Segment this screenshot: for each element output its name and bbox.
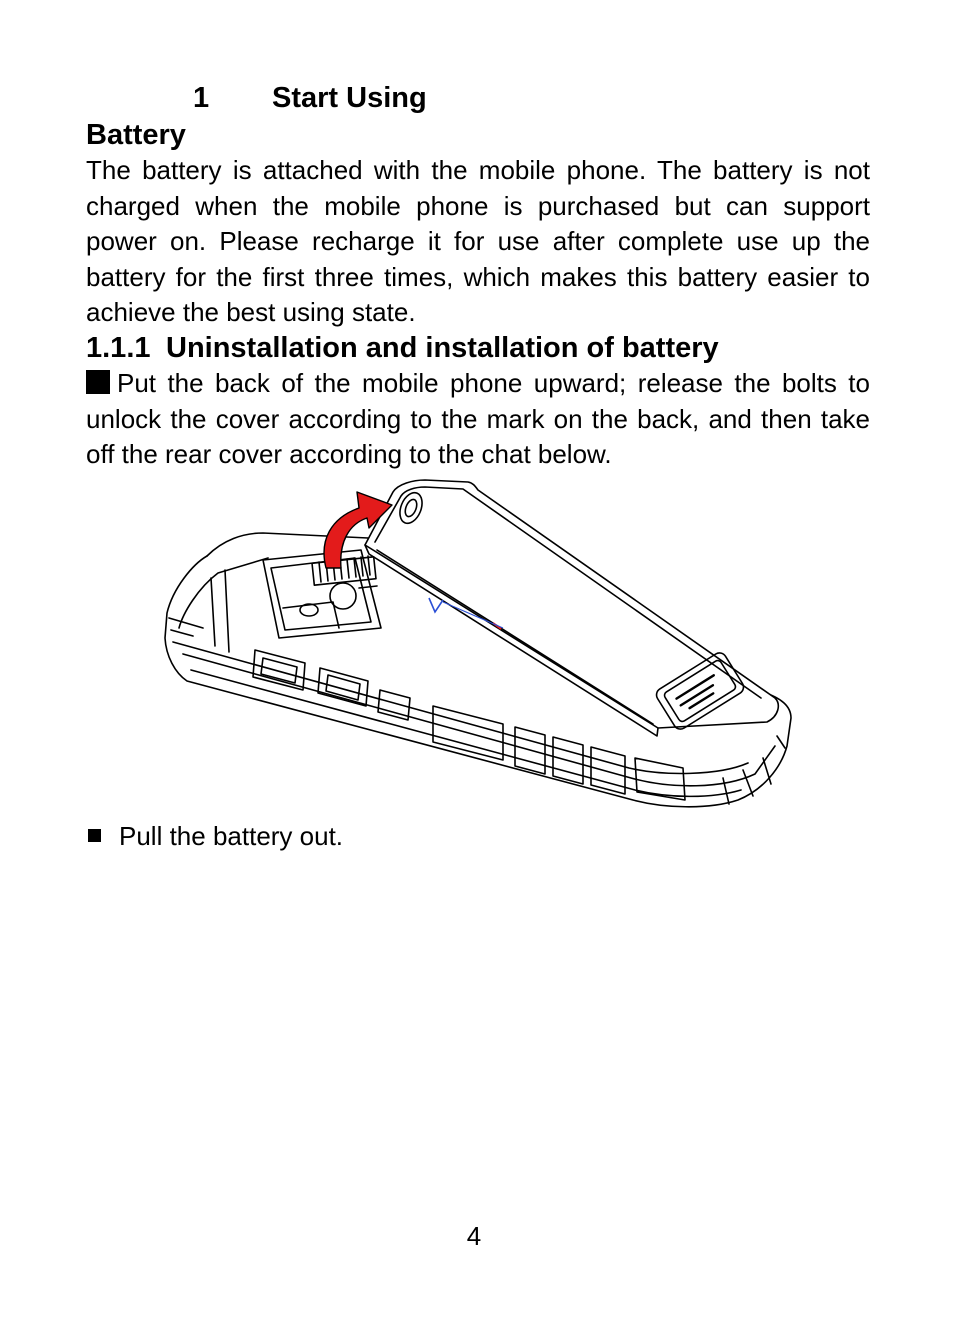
instruction-line: unlock the cover according to the mark on the back, and then take [86,403,870,434]
subsection-number: 1.1.1 [86,332,151,364]
side-key [318,668,368,706]
instruction-line-text: Put the back of the mobile phone upward; release the bolts to [117,368,870,398]
subsection-title: Uninstallation and installation of battery [166,332,719,364]
phone-end-detail [169,570,229,652]
instruction-line [86,366,870,402]
side-rail-segment [591,747,625,794]
chapter-title: Start Using [272,82,427,114]
square-bullet-icon [86,370,110,394]
page-number: 4 [466,1221,482,1251]
paragraph-line: power on. Please recharge it for use after complete use up the [86,226,870,256]
chapter-number: 1 [193,82,210,114]
section-title: Battery [86,119,186,151]
paragraph-line: The battery is attached with the mobile phone. The battery is not [86,155,870,185]
paragraph-line: achieve the best using state. [86,297,416,327]
rear-cover [365,480,778,728]
instruction-paragraph [86,366,870,473]
battery-paragraph [86,153,870,331]
paragraph-line: charged when the mobile phone is purchased but can support [86,190,870,221]
square-bullet-icon [88,829,101,842]
side-rail-segment [635,758,685,800]
instruction-line: off the rear cover according to the chat below. [86,439,612,469]
paragraph-line: battery for the first three times, which makes this battery easier to [86,261,870,292]
rear-cover-removal-illustration [163,478,793,814]
bullet-item-text: Pull the battery out. [119,821,344,851]
